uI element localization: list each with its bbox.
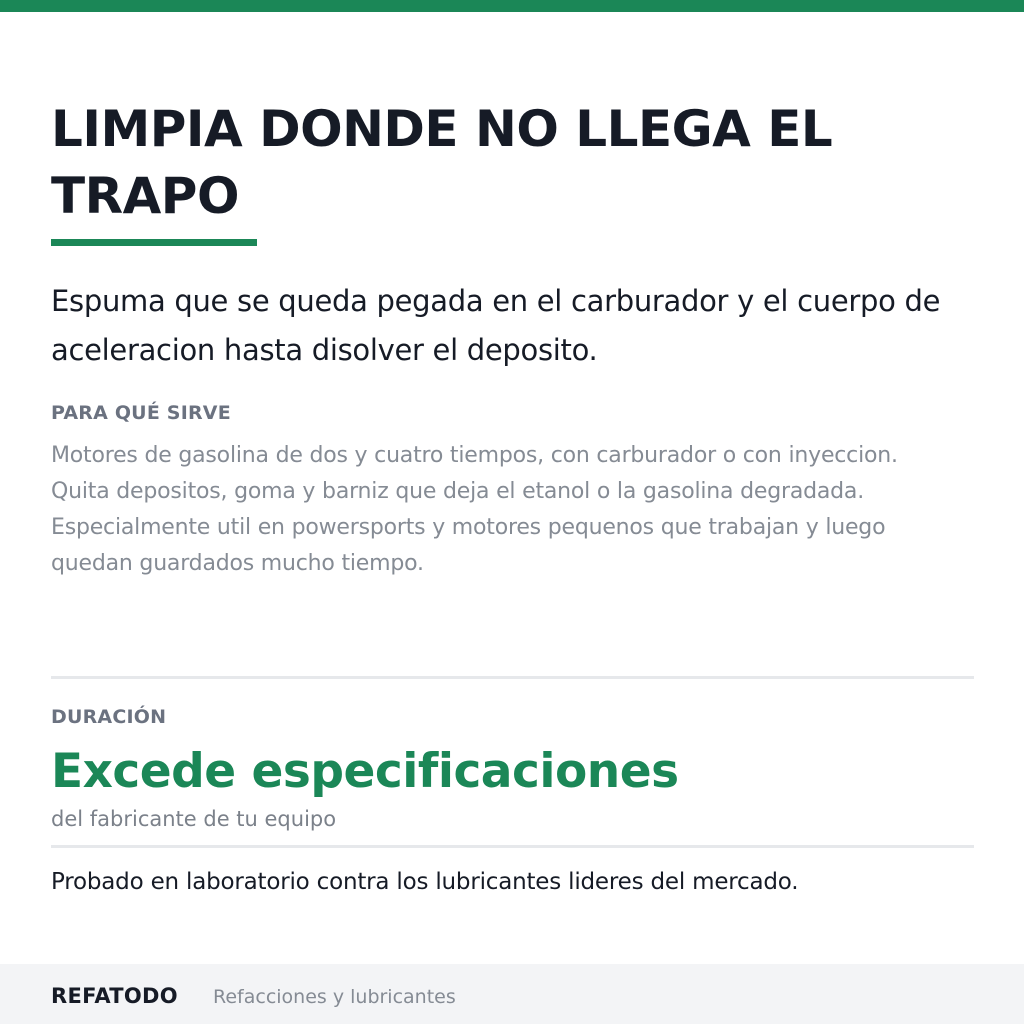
- divider: [51, 676, 974, 679]
- headline-underline: [51, 239, 257, 246]
- headline: LIMPIA DONDE NO LLEGA EL TRAPO: [51, 100, 833, 225]
- duration-label: DURACIÓN: [51, 706, 167, 728]
- footer-tagline: Refacciones y lubricantes: [213, 986, 456, 1008]
- footer: [0, 964, 1024, 1024]
- purpose-label: PARA QUÉ SIRVE: [51, 402, 231, 424]
- footer-brand: REFATODO: [51, 984, 178, 1008]
- purpose-text: Motores de gasolina de dos y cuatro tiempos, con carburador o con inyeccion. Quita depositos, goma y barniz que deja el etanol o la gasolina degradada. Especialmente util en powersports y motores pequenos que trabajan y luego quedan guardados mucho tiempo.: [51, 443, 898, 576]
- divider: [51, 845, 974, 848]
- duration-subtext: del fabricante de tu equipo: [51, 807, 337, 831]
- duration-value: Excede especificaciones: [51, 744, 679, 799]
- tested-note: Probado en laboratorio contra los lubricantes lideres del mercado.: [51, 869, 799, 895]
- subheadline: Espuma que se queda pegada en el carburador y el cuerpo de aceleracion hasta disolver el deposito.: [51, 284, 941, 367]
- top-accent-bar: [0, 0, 1024, 12]
